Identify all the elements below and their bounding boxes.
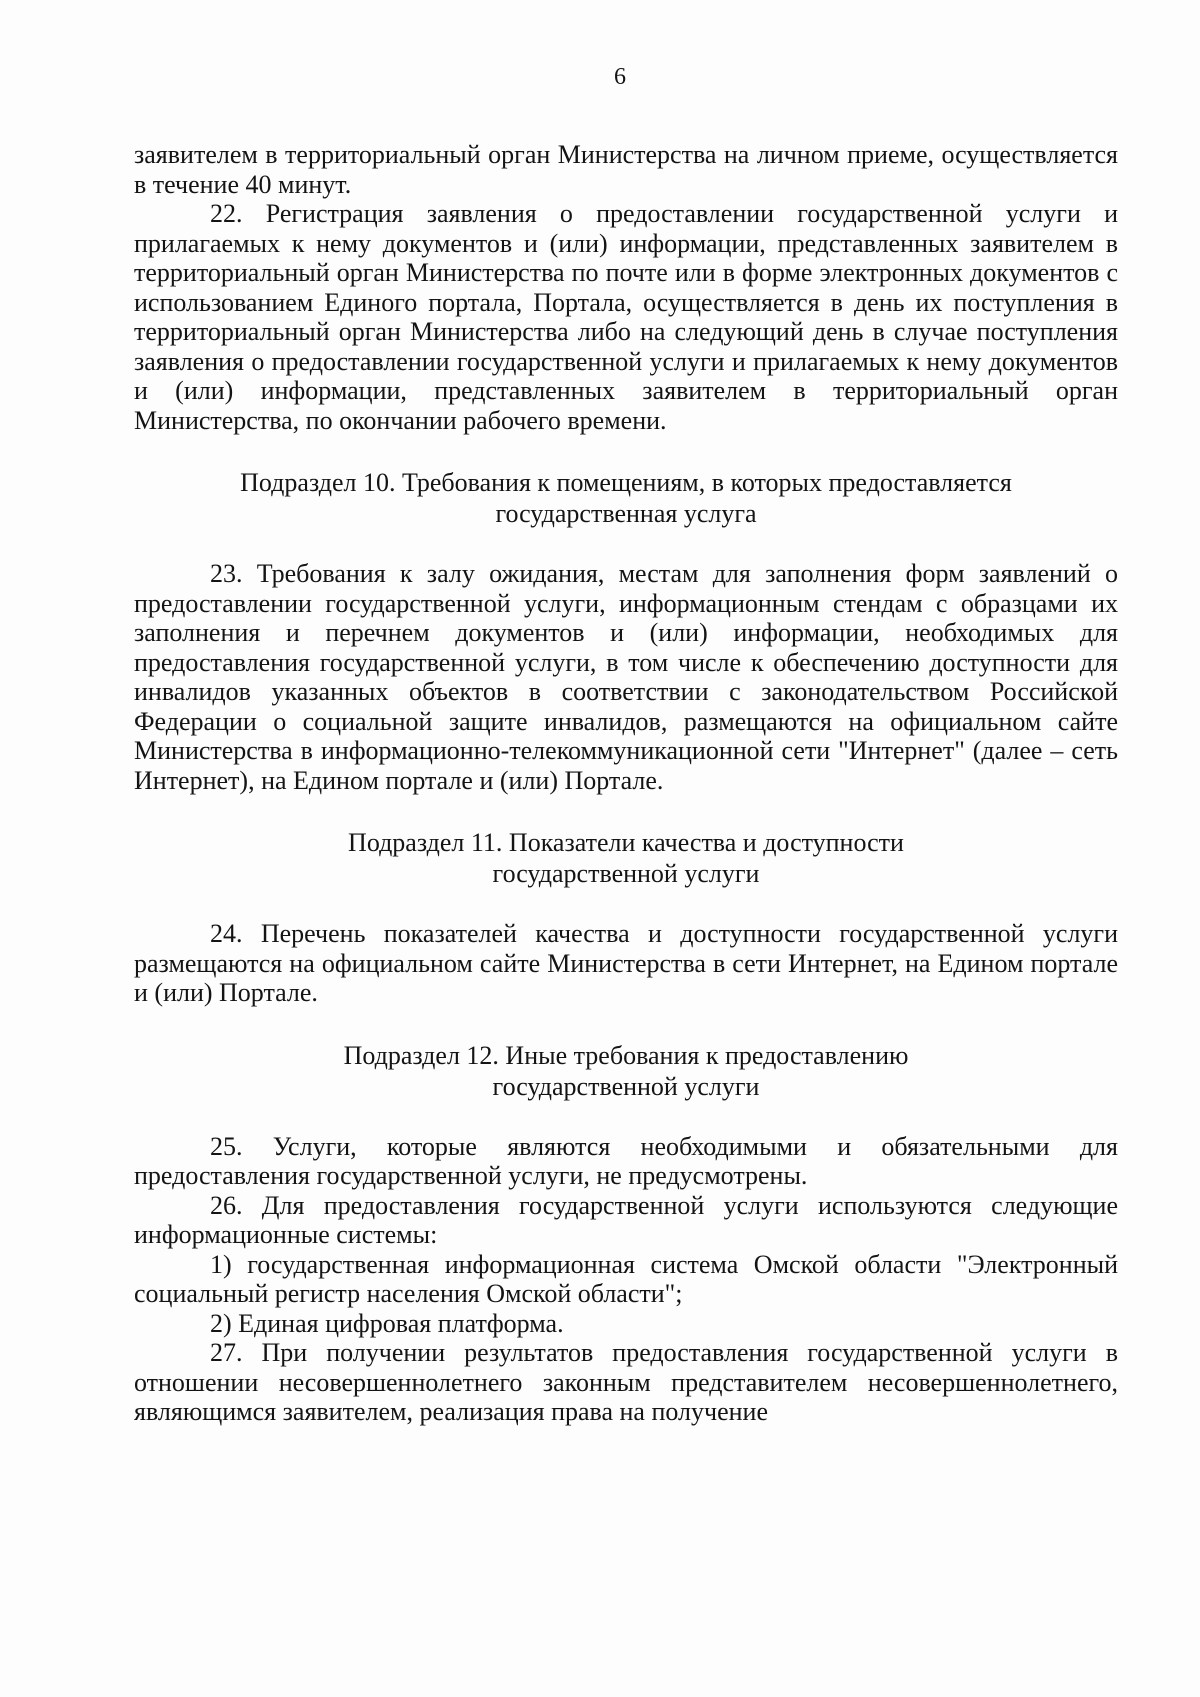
page-number: 6 (614, 64, 626, 90)
subsection-11-title-line1: Подраздел 11. Показатели качества и доступности (348, 828, 904, 857)
paragraph-25: 25. Услуги, которые являются необходимыми и обязательными для предоставления государственной услуги, не предусмотрены. (134, 1131, 1118, 1190)
paragraph-26-item-1: 1) государственная информационная система Омской области "Электронный социальный регистр населения Омской области"; (134, 1249, 1118, 1308)
paragraph-26: 26. Для предоставления государственной услуги используются следующие информационные системы: (134, 1190, 1118, 1249)
paragraph-22: 22. Регистрация заявления о предоставлении государственной услуги и прилагаемых к нему документов и (или) информации, представленных заявителем в территориальный орган Министерства по почте или в форме электронных документов с использованием Единого портала, Портала, осуществляется в день их поступления в территориальный орган Министерства либо на следующий день в случае поступления заявления о предоставлении государственной услуги и прилагаемых к нему документов и (или) информации, представленных заявителем в территориальный орган Министерства, по окончании рабочего времени. (134, 199, 1118, 435)
subsection-10-title-line1: Подраздел 10. Требования к помещениям, в которых предоставляется (240, 468, 1012, 497)
subsection-11-title-line2: государственной услуги (492, 859, 760, 888)
paragraph-23: 23. Требования к залу ожидания, местам для заполнения форм заявлений о предоставлении государственной услуги, информационным стендам с образцами их заполнения и перечнем документов и (или) информации, необходимых для предоставления государственной услуги, в том числе к обеспечению доступности для инвалидов указанных объектов в соответствии с законодательством Российской Федерации о социальной защите инвалидов, размещаются на официальном сайте Министерства в информационно-телекоммуникационной сети "Интернет" (далее – сеть Интернет), на Едином портале и (или) Портале. (134, 559, 1118, 795)
subsection-12-title-line2: государственной услуги (492, 1071, 760, 1101)
paragraph-27: 27. При получении результатов предоставления государственной услуги в отношении несовершеннолетнего законным представителем несовершеннолетнего, являющимся заявителем, реализация права на получение (134, 1338, 1118, 1426)
paragraph-21-continuation: заявителем в территориальный орган Министерства на личном приеме, осуществляется в течение 40 минут. (134, 140, 1118, 199)
paragraph-26-item-2: 2) Единая цифровая платформа. (210, 1308, 564, 1338)
subsection-12-title-line1: Подраздел 12. Иные требования к предоставлению (343, 1040, 909, 1070)
paragraph-24: 24. Перечень показателей качества и доступности государственной услуги размещаются на официальном сайте Министерства в сети Интернет, на Едином портале и (или) Портале. (134, 919, 1118, 1007)
document-body (134, 140, 1118, 1427)
subsection-10-title-line2: государственная услуга (495, 499, 757, 528)
